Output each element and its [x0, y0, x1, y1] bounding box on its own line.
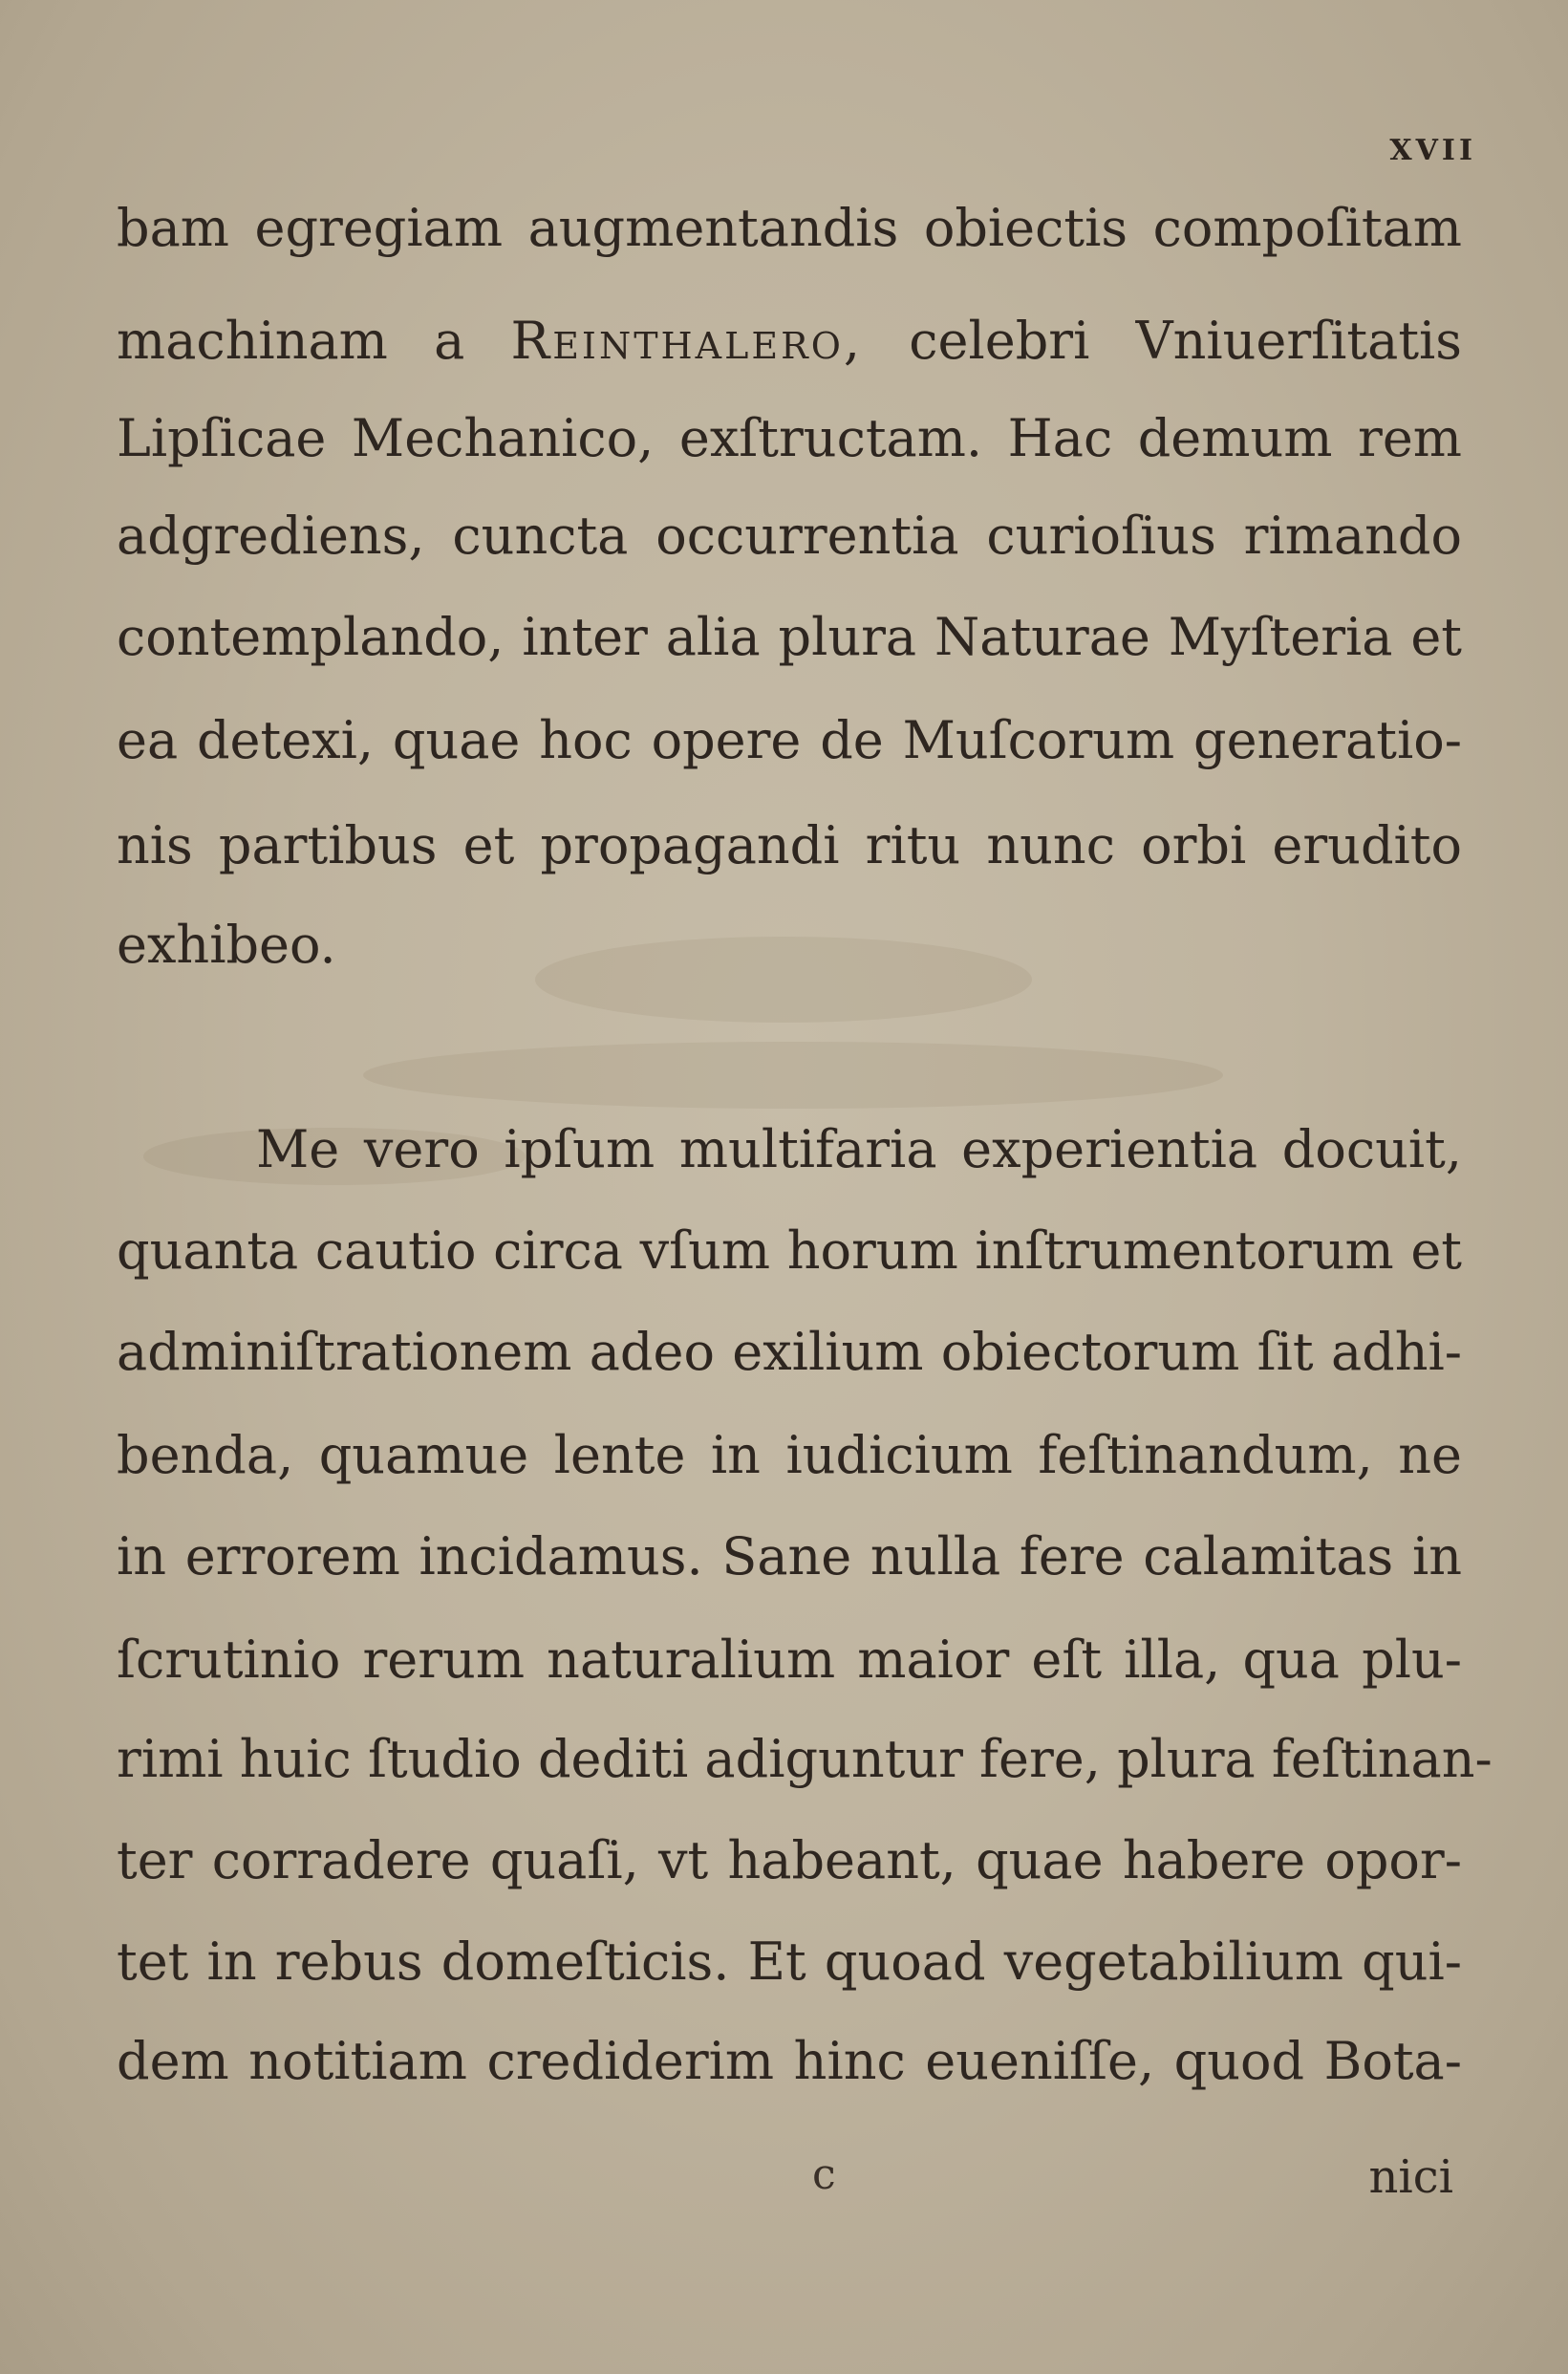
text-line [117, 311, 1462, 371]
text-line: ea detexi, quae hoc opere de Muſcorum generatio- [117, 710, 1462, 770]
text-line: nis partibus et propagandi ritu nunc orbi erudito [117, 815, 1462, 875]
text-line: rimi huic ſtudio dediti adiguntur fere, plura feſtinan- [117, 1729, 1493, 1789]
text-line: ſcrutinio rerum naturalium maior eſt illa, qua plu- [117, 1629, 1462, 1690]
signature-mark: c [812, 2150, 836, 2199]
paper-stain [363, 1042, 1223, 1109]
text-fragment: celebri Vniuerſitatis [909, 311, 1462, 371]
text-line: ter corradere quaſi, vt habeant, quae habere opor- [117, 1830, 1462, 1890]
text-line: bam egregiam augmentandis obiectis compoſitam [117, 198, 1462, 258]
proper-name: Reinthalero, [510, 311, 864, 371]
text-line: adgrediens, cuncta occurrentia curioſius rimando [117, 506, 1462, 566]
text-line: adminiſtrationem adeo exilium obiectorum ſit adhi- [117, 1322, 1462, 1382]
text-line: benda, quamue lente in iudicium feſtinandum, ne [117, 1425, 1462, 1485]
text-fragment: machinam a [117, 311, 465, 371]
text-line: Me vero ipſum multifaria experientia docuit, [256, 1119, 1462, 1179]
page-number: XVII [1389, 134, 1476, 167]
text-line: exhibeo. [117, 915, 336, 975]
text-line: Lipſicae Mechanico, exſtructam. Hac demum rem [117, 408, 1462, 468]
text-line: tet in rebus domeſticis. Et quoad vegetabilium qui- [117, 1932, 1462, 1992]
catchword: nici [1368, 2150, 1453, 2204]
text-line: in errorem incidamus. Sane nulla fere calamitas in [117, 1526, 1462, 1586]
text-line: dem notitiam crediderim hinc eueniſſe, quod Bota- [117, 2031, 1462, 2091]
text-line: contemplando, inter alia plura Naturae Myſteria et [117, 607, 1462, 667]
text-line: quanta cautio circa vſum horum inſtrumentorum et [117, 1220, 1462, 1281]
